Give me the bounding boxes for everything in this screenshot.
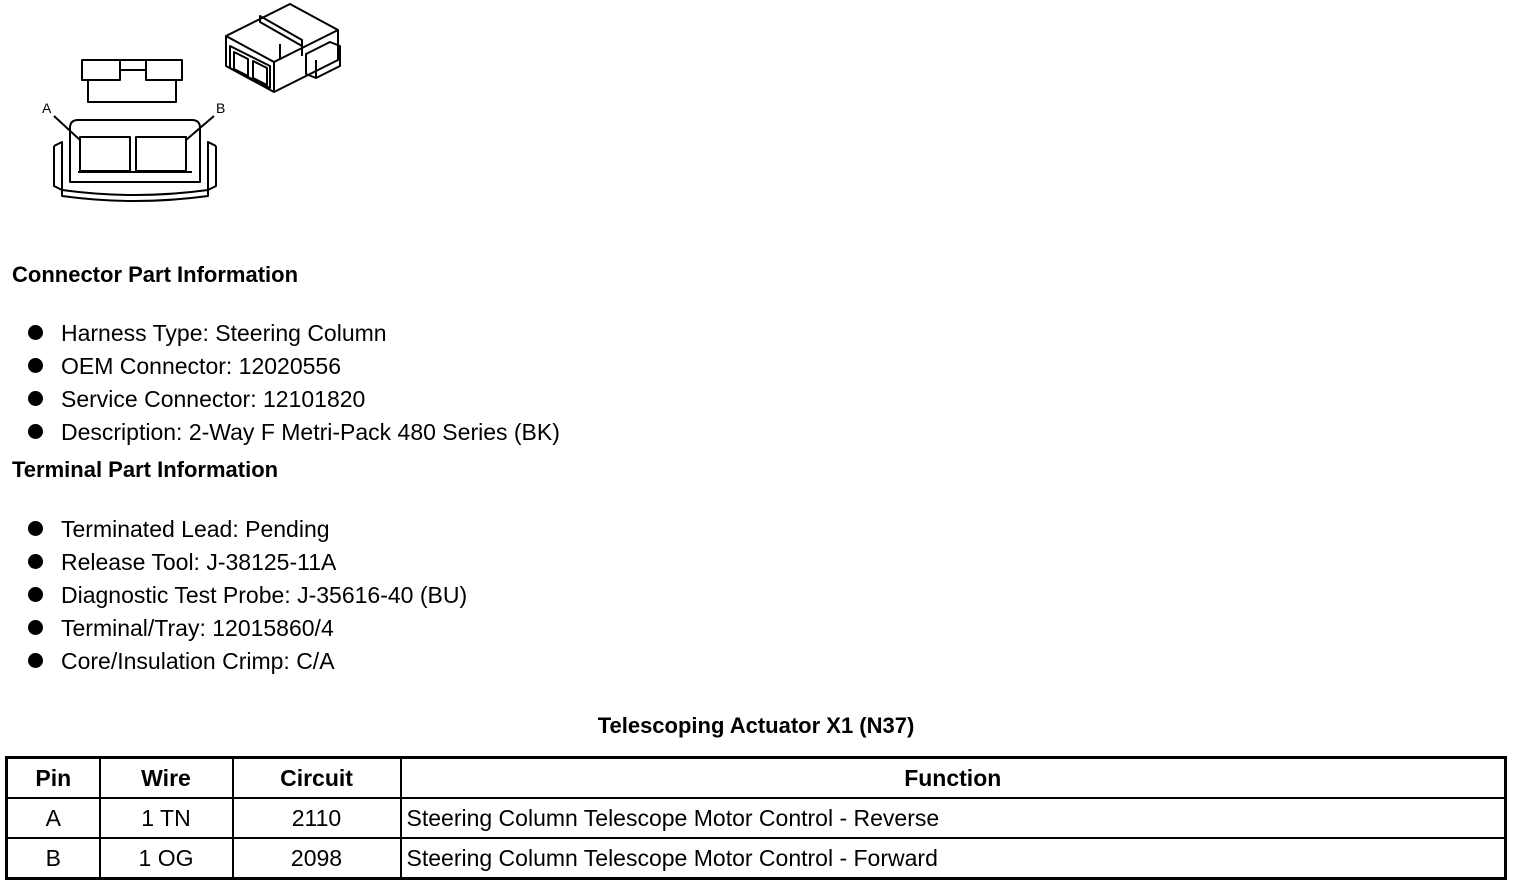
list-item (28, 512, 467, 545)
list-item (28, 415, 560, 448)
connector-isometric-view (226, 4, 340, 92)
list-item-text: Core/Insulation Crimp: C/A (61, 647, 335, 674)
column-header-function: Function (401, 758, 1506, 799)
list-item (28, 349, 560, 382)
list-item-text: Terminal/Tray: 12015860/4 (61, 614, 334, 641)
pin-table-title: Telescoping Actuator X1 (N37) (597, 713, 915, 738)
cavity-b (136, 137, 186, 171)
list-item-text: Release Tool: J-38125-11A (61, 548, 337, 575)
wire-cell: 1 OG (100, 838, 233, 879)
bullet-icon (28, 587, 43, 602)
function-cell: Steering Column Telescope Motor Control - Reverse (401, 798, 1506, 838)
list-item (28, 644, 467, 677)
list-item-text: Description: 2-Way F Metri-Pack 480 Series (BK) (61, 418, 560, 445)
function-cell: Steering Column Telescope Motor Control - Forward (401, 838, 1506, 879)
bullet-icon (28, 391, 43, 406)
pin-cell: B (7, 838, 100, 879)
column-header-wire: Wire (100, 758, 233, 799)
bullet-icon (28, 653, 43, 668)
list-item (28, 578, 467, 611)
connector-drawing (40, 0, 350, 215)
bullet-icon (28, 620, 43, 635)
list-item-text: OEM Connector: 12020556 (61, 352, 342, 379)
list-item (28, 611, 467, 644)
list-item-text: Service Connector: 12101820 (61, 385, 366, 412)
terminal-part-info-heading: Terminal Part Information (12, 457, 279, 482)
list-item-text: Diagnostic Test Probe: J-35616-40 (BU) (61, 581, 468, 608)
list-item-text: Harness Type: Steering Column (61, 319, 387, 346)
table-row (7, 798, 1506, 838)
cavity-a (80, 137, 130, 171)
bullet-icon (28, 358, 43, 373)
pin-table (5, 756, 1507, 880)
cavity-label-b: B (216, 100, 226, 116)
pin-cell: A (7, 798, 100, 838)
connector-part-info-heading: Connector Part Information (12, 262, 299, 287)
column-header-pin: Pin (7, 758, 100, 799)
connector-latch (82, 60, 182, 80)
list-item (28, 545, 467, 578)
list-item (28, 382, 560, 415)
table-header-row (7, 758, 1506, 799)
cavity-label-a: A (42, 100, 52, 116)
list-item-text: Terminated Lead: Pending (61, 515, 330, 542)
bullet-icon (28, 521, 43, 536)
wire-cell: 1 TN (100, 798, 233, 838)
bullet-icon (28, 325, 43, 340)
circuit-cell: 2098 (233, 838, 401, 879)
table-row (7, 838, 1506, 879)
bullet-icon (28, 424, 43, 439)
circuit-cell: 2110 (233, 798, 401, 838)
connector-part-info-list (28, 316, 560, 448)
terminal-part-info-list (28, 512, 467, 677)
list-item (28, 316, 560, 349)
column-header-circuit: Circuit (233, 758, 401, 799)
bullet-icon (28, 554, 43, 569)
